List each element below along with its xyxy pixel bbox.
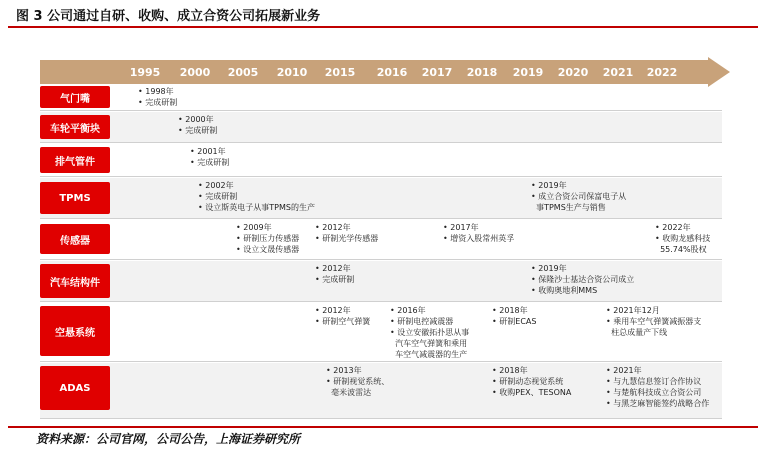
event-note: • 2021年12月 • 乘用车空气弹簧减振器支 柱总成量产下线 [606, 306, 702, 337]
category-label: 排气管件 [40, 147, 110, 173]
year-label-2020: 2020 [557, 66, 589, 79]
event-note: • 2021年 • 与九慧信息签订合作协议 • 与楚航科技成立合资公司 • 与黑芝麻智能签约战略合作 [606, 366, 710, 408]
category-label: 传感器 [40, 224, 110, 254]
event-note: • 2012年 • 研制空气弹簧 [315, 306, 371, 326]
year-label-2005: 2005 [227, 66, 259, 79]
row-divider [40, 259, 722, 260]
event-note: • 2013年 • 研制视觉系统、 毫米波雷达 [326, 366, 390, 397]
category-label: TPMS [40, 182, 110, 214]
event-note: • 2017年 • 增资入股常州英孚 [443, 223, 515, 243]
event-note: • 2001年 • 完成研制 [190, 147, 230, 167]
event-note: • 2018年 • 研制动态视觉系统 • 收购PEX、TESONA [492, 366, 572, 397]
year-label-2018: 2018 [466, 66, 498, 79]
bottom-rule [8, 426, 758, 428]
top-rule [8, 26, 758, 28]
row-divider [40, 110, 722, 111]
event-note: • 2012年 • 完成研制 [315, 264, 355, 284]
event-note: • 2009年 • 研制压力传感器 • 设立文晟传感器 [236, 223, 300, 254]
event-note: • 1998年 • 完成研制 [138, 87, 178, 107]
year-label-2010: 2010 [276, 66, 308, 79]
row-background [40, 112, 722, 142]
row-divider [40, 418, 722, 419]
year-label-2022: 2022 [646, 66, 678, 79]
row-divider [40, 301, 722, 302]
category-label: 车轮平衡块 [40, 115, 110, 139]
event-note: • 2018年 • 研制ECAS [492, 306, 537, 326]
event-note: • 2022年 • 收购龙感科技 55.74%股权 [655, 223, 711, 254]
event-note: • 2002年 • 完成研制 • 设立斯英电子从事TPMS的生产 [198, 181, 315, 212]
event-note: • 2000年 • 完成研制 [178, 115, 218, 135]
year-label-2021: 2021 [602, 66, 634, 79]
year-label-1995: 1995 [129, 66, 161, 79]
year-label-2016: 2016 [376, 66, 408, 79]
row-divider [40, 142, 722, 143]
event-note: • 2012年 • 研制光学传感器 [315, 223, 379, 243]
row-divider [40, 361, 722, 362]
category-label: 汽车结构件 [40, 264, 110, 298]
event-note: • 2016年 • 研制电控减震器 • 设立安徽拓扑思从事 汽车空气弹簧和乘用 车空气减震器的生产 [390, 306, 470, 359]
row-divider [40, 176, 722, 177]
category-label: 空悬系统 [40, 306, 110, 356]
year-label-2015: 2015 [324, 66, 356, 79]
source-note: 资料来源：公司官网，公司公告，上海证券研究所 [36, 432, 301, 446]
event-note: • 2019年 • 成立合资公司保富电子从 事TPMS生产与销售 [531, 181, 627, 212]
year-label-2000: 2000 [179, 66, 211, 79]
event-note: • 2019年 • 保隆沙士基达合资公司成立 • 收购奥地利MMS [531, 264, 635, 295]
chart-title: 图 3 公司通过自研、收购、成立合资公司拓展新业务 [16, 9, 321, 24]
category-label: 气门嘴 [40, 86, 110, 108]
year-label-2017: 2017 [421, 66, 453, 79]
year-label-2019: 2019 [512, 66, 544, 79]
row-divider [40, 218, 722, 219]
category-label: ADAS [40, 366, 110, 410]
